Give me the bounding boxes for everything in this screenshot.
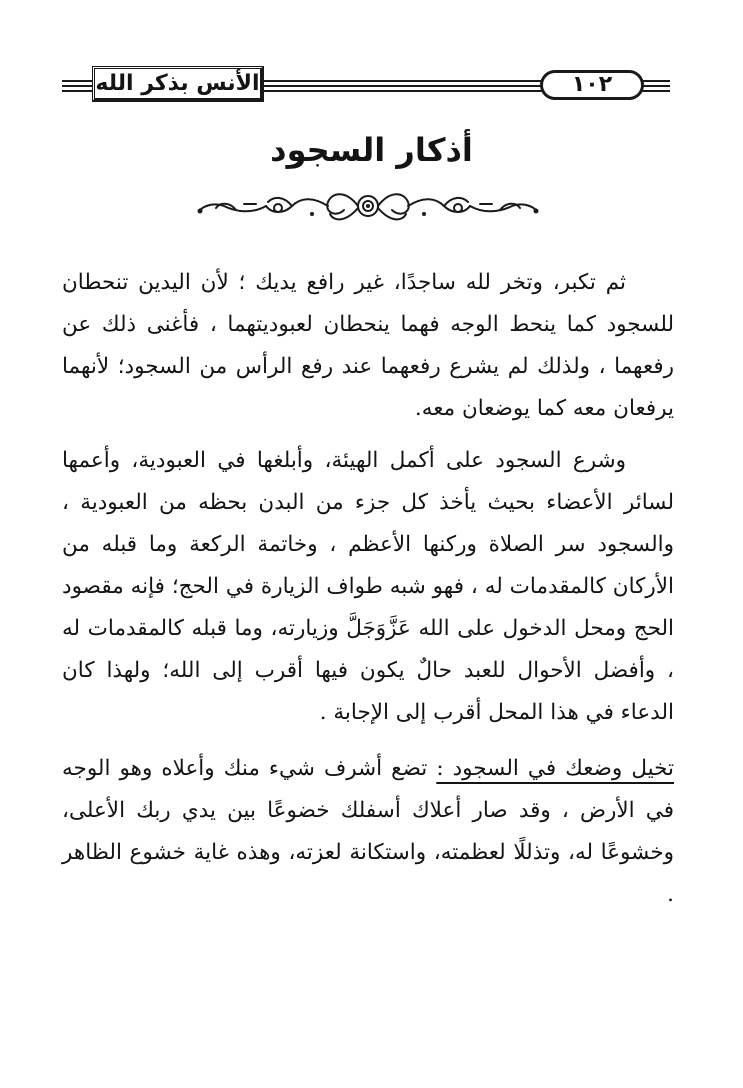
paragraph: ثم تكبر، وتخر لله ساجدًا، غير رافع يديك ؛ لأن اليدين تنحطان للسجود كما ينحط الوجه فهما ينحطان لعبوديتهما ، فأغنى ذلك عن رفعهما ، ولذلك لم يشرع رفعهما عند رفع الرأس من السجود؛ لأنهما يرفعان معه كما يوضعان معه. — [62, 270, 674, 421]
paragraph: وشرع السجود على أكمل الهيئة، وأبلغها في العبودية، وأعمها لسائر الأعضاء بحيث يأخذ كل جزء من البدن بحظه من العبودية ، والسجود سر الصلاة وركنها الأعظم ، وخاتمة الركعة وما قبله من الأركان كالمقدمات له ، فهو شبه طواف الزيارة في الحج؛ فإنه مقصود الحج ومحل الدخول على الله عَزَّوَجَلَّ وزيارته، وما قبله كالمقدمات له ، وأفضل الأحوال للعبد حالٌ يكون فيها أقرب إلى الله؛ ولهذا كان الدعاء في هذا المحل أقرب إلى الإجابة . — [62, 448, 674, 725]
section-lead-underlined: تخيل وضعك في السجود : — [436, 756, 674, 781]
chapter-title: أذكار السجود — [270, 131, 473, 169]
book-title: الأنس بذكر الله — [92, 66, 264, 102]
ornament-divider-icon — [196, 184, 540, 228]
paragraph-text: تضع أشرف شيء منك وأعلاه وهو الوجه في الأرض ، وقد صار أعلاك أسفلك خضوعًا بين يدي ربك الأعلى، وخشوعًا له، وتذللًا لعظمته، واستكانة لعزته، وهذه غاية خشوع الظاهر . — [62, 756, 674, 907]
page-body — [62, 262, 674, 916]
page-number: ١٠٢ — [540, 70, 644, 100]
paragraph — [62, 748, 674, 916]
running-header — [62, 64, 670, 112]
